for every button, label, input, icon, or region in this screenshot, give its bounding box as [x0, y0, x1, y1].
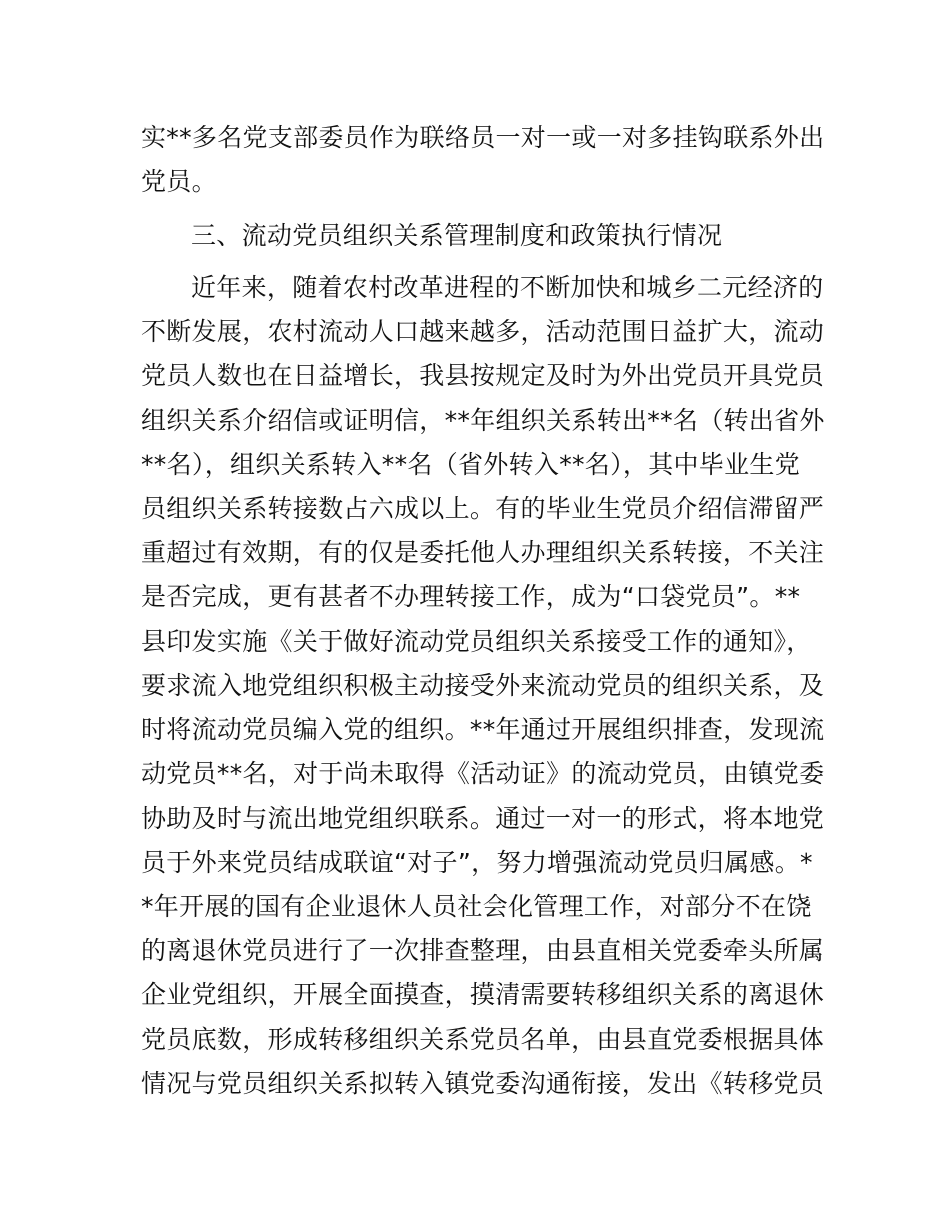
text-line: 情况与党员组织关系拟转入镇党委沟通衔接，发出《转移党员	[141, 1069, 825, 1098]
text-line: 实**多名党支部委员作为联络员一对一或一对多挂钩联系外出	[141, 123, 825, 152]
text-line: 重超过有效期，有的仅是委托他人办理组织关系转接，不关注	[141, 538, 825, 567]
text-line: 时将流动党员编入党的组织。**年通过开展组织排查，发现流	[141, 715, 825, 744]
text-line: 企业党组织，开展全面摸查，摸清需要转移组织关系的离退休	[141, 980, 825, 1009]
text-line: 党员。	[141, 167, 217, 196]
text-line: 近年来，随着农村改革进程的不断加快和城乡二元经济的	[191, 273, 824, 302]
text-line: 的离退休党员进行了一次排查整理，由县直相关党委牵头所属	[141, 936, 825, 965]
section-heading: 三、流动党员组织关系管理制度和政策执行情况	[191, 221, 723, 250]
text-line: 党员底数，形成转移组织关系党员名单，由县直党委根据具体	[141, 1025, 825, 1054]
text-line: 不断发展，农村流动人口越来越多，活动范围日益扩大，流动	[141, 317, 825, 346]
text-line: 动党员**名，对于尚未取得《活动证》的流动党员，由镇党委	[141, 759, 825, 788]
text-line: 是否完成，更有甚者不办理转接工作，成为“口袋党员”。**	[141, 582, 801, 611]
text-line: 县印发实施《关于做好流动党员组织关系接受工作的通知》，	[141, 627, 812, 656]
text-line: 协助及时与流出地党组织联系。通过一对一的形式，将本地党	[141, 804, 825, 833]
text-line: 党员人数也在日益增长，我县按规定及时为外出党员开具党员	[141, 361, 825, 390]
text-line: 要求流入地党组织积极主动接受外来流动党员的组织关系，及	[141, 671, 825, 700]
text-line: **名），组织关系转入**名（省外转入**名），其中毕业生党	[141, 450, 801, 479]
text-line: 员组织关系转接数占六成以上。有的毕业生党员介绍信滞留严	[141, 494, 825, 523]
text-line: 员于外来党员结成联谊“对子”，努力增强流动党员归属感。*	[141, 848, 813, 877]
text-line: *年开展的国有企业退休人员社会化管理工作，对部分不在饶	[141, 892, 812, 921]
text-line: 组织关系介绍信或证明信，**年组织关系转出**名（转出省外	[141, 406, 825, 435]
